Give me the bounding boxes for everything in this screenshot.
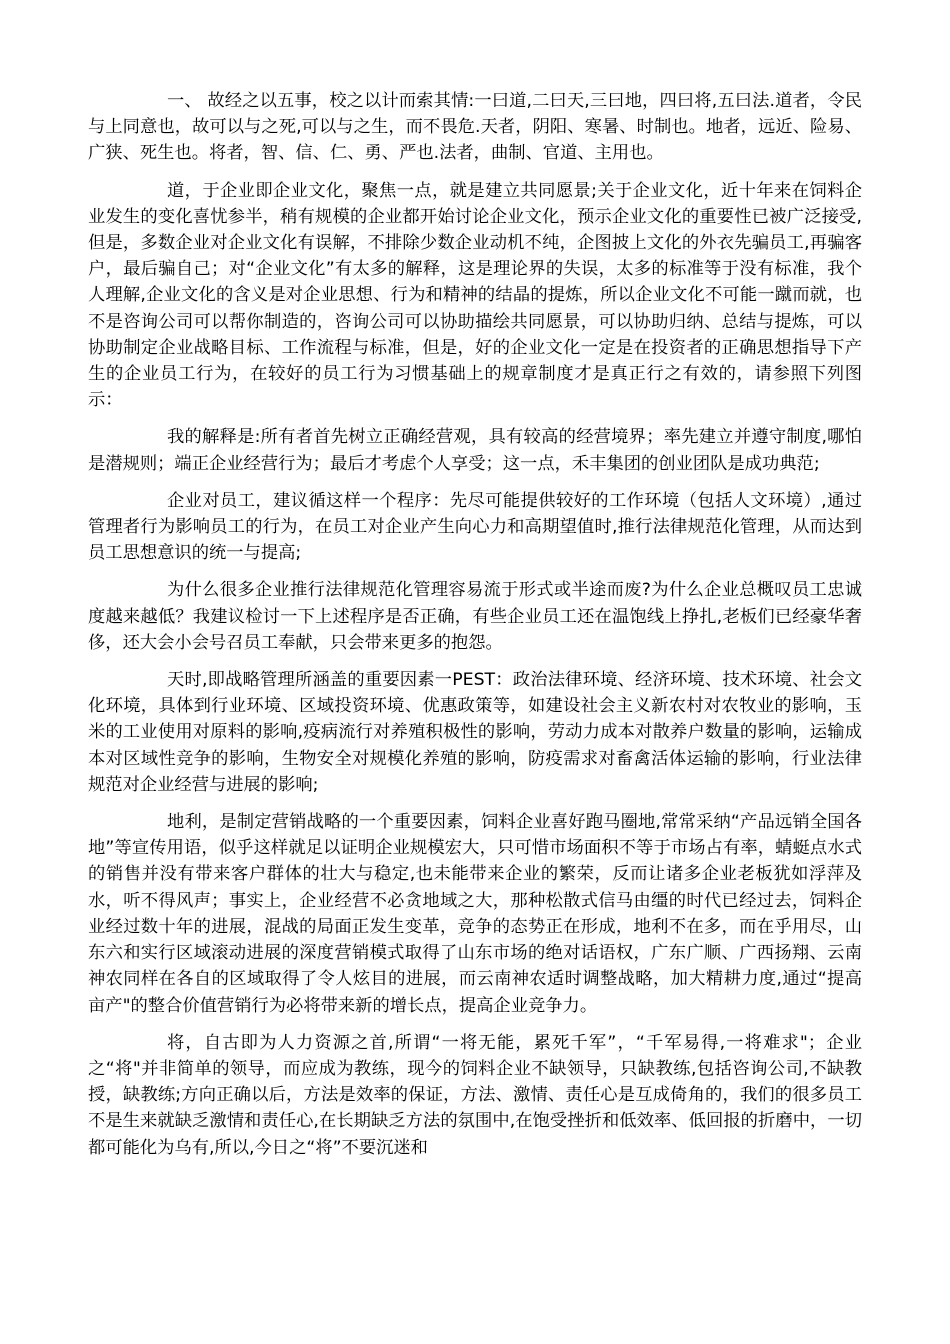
paragraph-dili-marketing: 地利，是制定营销战略的一个重要因素，饲料企业喜好跑马圈地,常常采纳“产品远销全国各地”等宣传用语，似乎这样就足以证明企业规模宏大，只可惜市场面积不等于市场占有率，蜻蜓点水式的销售并没有带来客户群体的壮大与稳定,也未能带来企业的繁荣，反而让诸多企业老板犹如浮萍及水，听不得风声；事实上，企业经营不必贪地域之大，那种松散式信马由缰的时代已经过去，饲料企业经过数十年的进展，混战的局面正发生变革，竞争的态势正在形成，地利不在多，而在乎用尽，山东六和实行区域滚动进展的深度营销模式取得了山东市场的绝对话语权，广东广顺、广西扬翔、云南神农同样在各自的区域取得了令人炫目的进展，而云南神农适时调整战略，加大精耕力度,通过“提高亩产"的整合价值营销行为必将带来新的增长点，提高企业竞争力。: [88, 812, 862, 1016]
paragraph-five-factors: 一、 故经之以五事，校之以计而索其情:一曰道,二曰天,三曰地，四曰将,五曰法.道者，令民与上同意也，故可以与之死,可以与之生，而不畏危.天者，阴阳、寒暑、时制也。地者，远近、险易、广狭、死生也。将者，智、信、仁、勇、严也.法者，曲制、官道、主用也。: [88, 91, 862, 164]
paragraph-employee-program: 企业对员工，建议循这样一个程序：先尽可能提供较好的工作环境（包括人文环境）,通过管理者行为影响员工的行为，在员工对企业产生向心力和高期望值时,推行法律规范化管理，从而达到员工思想意识的统一与提高;: [88, 490, 862, 564]
paragraph-jiang-coaching: 将，自古即为人力资源之首,所谓“一将无能，累死千军”，“千军易得,一将难求"；企业之“将"并非简单的领导，而应成为教练，现今的饲料企业不缺领导，只缺教练,包括咨询公司,不缺教授，缺教练;方向正确以后，方法是效率的保证，方法、激情、责任心是互成倚角的，我们的很多员工不是生来就缺乏激情和责任心,在长期缺乏方法的氛围中,在饱受挫折和低效率、低回报的折磨中，一切都可能化为乌有,所以,今日之“将”不要沉迷和: [88, 1032, 862, 1158]
paragraph-tianshi-pest: 天时,即战略管理所涵盖的重要因素一PEST：政治法律环境、经济环境、技术环境、社会文化环境，具体到行业环境、区域投资环境、优惠政策等，如建设社会主义新农村对农牧业的影响，玉米的工业使用对原料的影响,疫病流行对养殖积极性的影响，劳动力成本对散养户数量的影响，运输成本对区域性竞争的影响，生物安全对规模化养殖的影响，防疫需求对畜禽活体运输的影响，行业法律规范对企业经营与进展的影响;: [88, 670, 862, 795]
paragraph-owner-explanation: 我的解释是:所有者首先树立正确经营观，具有较高的经营境界；率先建立并遵守制度,哪怕是潜规则；端正企业经营行为；最后才考虑个人享受；这一点，禾丰集团的创业团队是成功典范;: [88, 427, 862, 474]
document-page: [88, 88, 862, 1172]
paragraph-why-question: 为什么很多企业推行法律规范化管理容易流于形式或半途而废?为什么企业总概叹员工忠诚度越来越低？我建议检讨一下上述程序是否正确，有些企业员工还在温饱线上挣扎,老板们已经豪华奢侈，还大会小会号召员工奉献，只会带来更多的抱怨。: [88, 580, 862, 653]
paragraph-dao-culture: 道，于企业即企业文化，聚焦一点，就是建立共同愿景;关于企业文化，近十年来在饲料企业发生的变化喜忧参半，稍有规模的企业都开始讨论企业文化，预示企业文化的重要性已被广泛接受,但是，多数企业对企业文化有误解，不排除少数企业动机不纯，企图披上文化的外衣先骗员工,再骗客户，最后骗自己；对“企业文化”有太多的解释，这是理论界的失误，太多的标准等于没有标准，我个人理解,企业文化的含义是对企业思想、行为和精神的结晶的提炼，所以企业文化不可能一蹴而就，也不是咨询公司可以帮你制造的，咨询公司可以协助描绘共同愿景，可以协助归纳、总结与提炼，可以协助制定企业战略目标、工作流程与标准，但是，好的企业文化一定是在投资者的正确思想指导下产生的企业员工行为，在较好的员工行为习惯基础上的规章制度才是真正行之有效的，请参照下列图示：: [88, 180, 862, 411]
